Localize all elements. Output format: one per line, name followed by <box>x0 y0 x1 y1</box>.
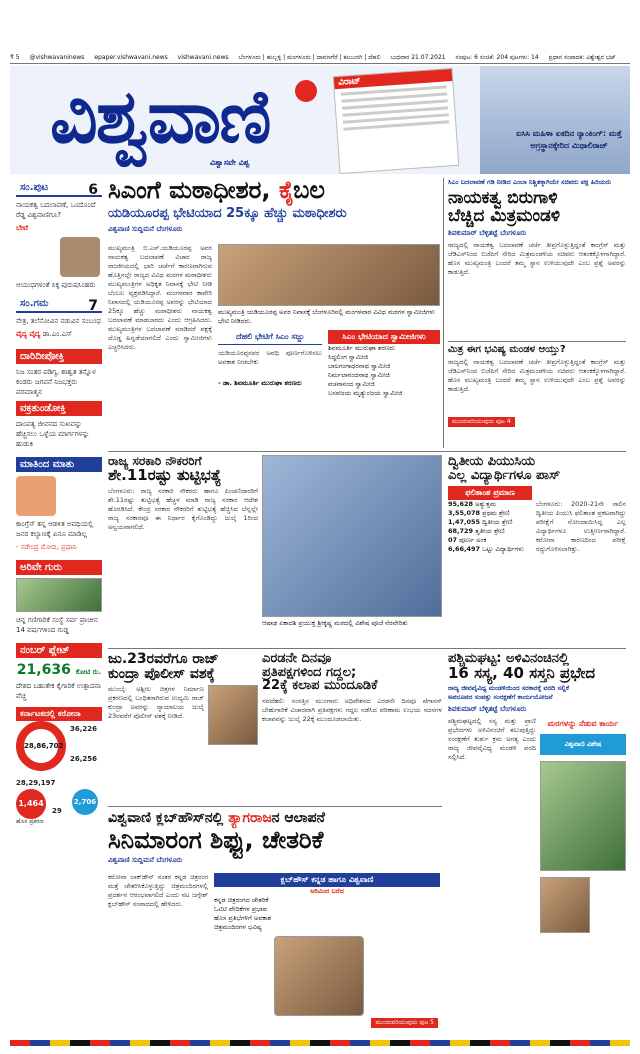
mutt-photo-story <box>262 455 442 645</box>
arive-head: ಅರಿವೇ ಗುರು <box>16 560 102 575</box>
sanputa-label: ಸಂ.ಪುಟ <box>20 182 49 193</box>
delhi-box <box>218 330 322 388</box>
sangama-number: 7 <box>88 298 98 314</box>
promo-caption: ಐಸಿಸಿ ಮಹಿಳಾ ಏಕದಿನ ರ‍್ಯಾಂಕಿಂಗ್: ಮತ್ತೆ ಅಗ್ರಸ್ಥಾನಕ್ಕೇರಿದ ಮಿಥಾಲಿರಾಜ್ <box>516 129 622 150</box>
corona-new-deaths: 2,706 <box>72 789 98 815</box>
da-story <box>108 455 258 645</box>
arive-text: ಚಿನ್ನ ಗಣಿಗಾರಿಕೆ ಸಂಸ್ಥೆ ಸರ್ವ ಪ್ರಾಚೀನ 14 ವರ್ಷಗಳಿಂದ ಗುಡ್ಡ <box>16 616 98 634</box>
parliament-headline-2[interactable]: ಪ್ರತಿಪಕ್ಷಗಳಿಂದ ಗದ್ದಲ; <box>262 664 357 680</box>
divider <box>108 451 626 452</box>
puc-result-row <box>448 545 532 554</box>
puc-result-label: ದ್ವಿತೀಯ ಶ್ರೇಣಿ <box>482 518 513 527</box>
twitter-handle[interactable]: @vishwavaninews <box>29 54 85 61</box>
ghats-side-head: ಮರಗಳನ್ನು ನೆಡುವ ಕಾರ್ಯ <box>547 719 619 729</box>
daridri-head: ದಾರಿದೀಪೋಕ್ತಿ <box>16 349 102 364</box>
issue-info: ಸಂಪುಟ: 6 ಸಂಚಿಕೆ: 204 ಪುಟಗಳು: 14 <box>455 54 539 61</box>
puc-result-head: ಫಲಿತಾಂಶ ಪ್ರಮಾಣ <box>448 486 532 500</box>
editor-credit: ಪ್ರಧಾನ ಸಂಪಾದಕ: ವಿಶ್ವೇಶ್ವರ ಭಟ್ <box>548 54 616 61</box>
corona-head: ಕರ್ನಾಟಕದಲ್ಲಿ ಕರೋನಾ <box>16 707 102 721</box>
puc-content <box>448 500 626 620</box>
left-column <box>16 176 102 1006</box>
lead-body: ಮುಖ್ಯಮಂತ್ರಿ ಬಿ.ಎಸ್.ಯಡಿಯೂರಪ್ಪ ಅವರ ನಾಯಕತ್ವ ಬದಲಾವಣೆ ವಿಚಾರ ರಾಜ್ಯ ರಾಜಕೀಯದಲ್ಲಿ ಭಾರಿ ಚರ್ಚೆಗೆ ಕಾರಣವಾಗಿರುವ ಹೊತ್ತಿನಲ್ಲೇ ರಾಜ್ಯದ ವಿವಿಧ ಮಠಗಳ ಮಠಾಧೀಶರು ಮುಖ್ಯಮಂತ್ರಿಗಳ ಅಧಿಕೃತ ನಿವಾಸಕ್ಕೆ ಭೇಟಿ ನೀಡಿ ಬೆಂಬಲ ವ್ಯಕ್ತಪಡಿಸಿದ್ದಾರೆ. ಮಂಗಳವಾರ ಕಾವೇರಿ ನಿವಾಸದಲ್ಲಿ ಯಡಿಯೂರಪ್ಪ ಅವರನ್ನು ಭೇಟಿಯಾದ 25ಕ್ಕೂ ಹೆಚ್ಚು ಮಠಾಧೀಶರು ನಾಯಕತ್ವ ಬದಲಾವಣೆ ಮಾಡಬಾರದು ಎಂದು ಆಗ್ರಹಿಸಿದರು. ಮುಖ್ಯಮಂತ್ರಿಗಳ ಬದಲಾವಣೆ ಮಾಡಿದರೆ ಪಕ್ಷಕ್ಕೆ ದೊಡ್ಡ ಹಿನ್ನಡೆಯಾಗಲಿದೆ ಎಂದು ಸ್ವಾಮೀಜಿಗಳು ಎಚ್ಚರಿಸಿದರು. <box>108 244 212 351</box>
ghats-photo <box>540 761 626 871</box>
delhi-box-author: - ಡಾ. ಶಿವಮೂರ್ತಿ ಮುರುಘಾ ಶರಣರು <box>218 379 302 387</box>
lead-byline: ವಿಶ್ವವಾಣಿ ಸುದ್ದಿಮನೆ ಬೆಂಗಳೂರು <box>108 224 183 233</box>
kundra-body: ಮುಂಬೈ: ಅಶ್ಲೀಲ ಚಿತ್ರಗಳ ನಿರ್ಮಾಣ ಪ್ರಕರಣದಲ್ಲಿ ಬಂಧಿತರಾಗಿರುವ ಉದ್ಯಮಿ ರಾಜ್ ಕುಂದ್ರಾ ಅವರನ್ನು ನ್ಯಾಯಾಲಯ ಜುಲೈ 23ರವರೆಗೆ ಪೊಲೀಸ್ ವಶಕ್ಕೆ ನೀಡಿದೆ. <box>108 685 204 721</box>
puc-story <box>448 455 626 645</box>
lead-photo <box>218 244 440 306</box>
puc-result-label: ಅತ್ಯುತ್ತಮ <box>475 500 497 509</box>
lead-headline-red: ಕೈ <box>278 176 294 204</box>
puc-result-label: ತೃತೀಯ ಶ್ರೇಣಿ <box>475 527 505 536</box>
mutt-photo-caption: ಆಷಾಢ ಏಕಾದಶಿ ಪ್ರಯುಕ್ತ ಶ್ರೀಕೃಷ್ಣ ಮಠದಲ್ಲಿ ವಿಶೇಷ ಪೂಜೆ ನೆರವೇರಿತು <box>262 619 408 627</box>
puc-body: ಬೆಂಗಳೂರು: 2020-21ನೇ ಸಾಲಿನ ದ್ವಿತೀಯ ಪಿಯುಸಿ ಫಲಿತಾಂಶ ಪ್ರಕಟವಾಗಿದ್ದು ಪರೀಕ್ಷೆಗೆ ನೋಂದಾಯಿಸಿದ್ದ ಎಲ್ಲ ವಿದ್ಯಾರ್ಥಿಗಳೂ ಉತ್ತೀರ್ಣರಾಗಿದ್ದಾರೆ. ಕರೋನಾ ಕಾರಣದಿಂದ ಪರೀಕ್ಷೆ ರದ್ದುಗೊಳಿಸಲಾಗಿತ್ತು. <box>536 500 626 554</box>
sangama-head <box>16 296 102 313</box>
da-body: ಬೆಂಗಳೂರು: ರಾಜ್ಯ ಸರಕಾರಿ ನೌಕರರು ಹಾಗೂ ಪಿಂಚಣಿದಾರರಿಗೆ ಶೇ.11ರಷ್ಟು ತುಟ್ಟಿಭತ್ಯೆ ಹೆಚ್ಚಳ ಮಾಡಿ ರಾಜ್ಯ ಸರಕಾರ ಆದೇಶ ಹೊರಡಿಸಿದೆ. ಕೇಂದ್ರ ಸರಕಾರ ನೌಕರರಿಗೆ ತುಟ್ಟಿಭತ್ಯೆ ಹೆಚ್ಚಿಸಿದ ಬೆನ್ನಲ್ಲೇ ರಾಜ್ಯ ಸರಕಾರವೂ ಈ ನಿರ್ಧಾರ ಕೈಗೊಂಡಿದ್ದು ಜುಲೈ 1ರಿಂದ ಅನ್ವಯವಾಗಲಿದೆ. <box>108 487 258 532</box>
epaper-link[interactable]: epaper.vishwavani.news <box>94 54 168 61</box>
ghats-kicker-2: ಅಪರೂಪದ ಸಂಪತ್ತು ಸಂರಕ್ಷಣೆಗೆ ಕಾರ್ಯಯೋಜನೆ <box>448 693 553 702</box>
logo-dot-icon <box>295 80 317 102</box>
lead-headline-part: ಸಿಎಂಗೆ ಮಠಾಧೀಶರ, <box>108 176 279 204</box>
clubhouse-headline-1[interactable] <box>108 811 442 826</box>
kundra-photo <box>208 685 258 745</box>
clubhouse-box <box>214 873 440 1016</box>
mitramandali-byline: ಶಿವಕುಮಾರ್ ಬೆಳ್ಳಿತಟ್ಟೆ ಬೆಂಗಳೂರು <box>448 228 527 237</box>
issue-date: ಬುಧವಾರ 21.07.2021 <box>390 54 446 61</box>
kundra-headline-2[interactable]: ಕುಂದ್ರಾ ಪೊಲೀಸ್ ವಶಕ್ಕೆ <box>108 665 215 682</box>
top-info-bar <box>10 52 630 64</box>
divider <box>108 648 626 649</box>
puc-result-value: 95,628 <box>448 500 474 509</box>
corona-new-cases-label: ಹೊಸ ಪ್ರಕರಣ <box>16 818 44 825</box>
puc-headline-1[interactable]: ದ್ವಿತೀಯ ಪಿಯುಸಿಯ <box>448 454 536 469</box>
puc-result-row <box>448 509 532 518</box>
clubhouse-photo <box>274 936 364 1016</box>
swamiji-item: ಬಾಲಗಂಗಾಧರನಾಥ ಸ್ವಾಮೀಜಿ <box>328 362 391 370</box>
clubhouse-headline-part: ವಿಶ್ವವಾಣಿ ಕ್ಲಬ್‌ಹೌಸ್‌ನಲ್ಲಿ <box>108 810 229 826</box>
number-plate-text: ದೇಶದ ಬಹುತೇಕ ಕೈಗಾರಿಕೆ ಉತ್ಪಾದನಾ ವೆಚ್ಚ <box>16 682 101 700</box>
ghats-content <box>448 717 626 1007</box>
puc-result-value: 07 <box>448 536 458 545</box>
swamiji-box <box>328 330 440 398</box>
clubhouse-headline-red: ತ್ಯಾಗರಾಜ <box>228 810 272 826</box>
color-registration-strip <box>10 1040 630 1046</box>
sangama-label: ಸಂ.ಗಮ <box>20 298 49 309</box>
puc-result-value: 6,66,497 <box>448 545 481 554</box>
ghats-side-label: ವಿಶ್ವವಾಣಿ ವಿಶೇಷ <box>540 734 626 755</box>
mitramandali-kicker: ಸಿಎಂ ಬದಲಾವಣೆ ಗಡಿ ನೀಡಿದ ಎಂಬಾ ನಿಶ್ಚಿತಕ್ಕಾಗಿಯೇ ಸಚಿವರು ಪಕ್ಷ ಹಿರಿಯರು <box>448 178 612 186</box>
parliament-story <box>262 652 442 802</box>
puc-result-table <box>448 500 532 620</box>
bete-text: ಆಯುಧಗಳಂತೆ ಸಿಕ್ಕ ಪುರುಷಸಿಂಹರು <box>16 281 96 289</box>
sanputa-head <box>16 180 102 197</box>
lead-photo-caption: ಮುಖ್ಯಮಂತ್ರಿ ಯಡಿಯೂರಪ್ಪ ಅವರ ನಿವಾಸಕ್ಕೆ ಬೆಂಗಳೂರಿನಲ್ಲಿ ಮಂಗಳವಾರ ವಿವಿಧ ಮಠಗಳ ಸ್ವಾಮೀಜಿಗಳು ಭೇಟಿ ನೀಡಿದರು. <box>218 308 436 325</box>
promo-photo[interactable] <box>480 66 630 174</box>
swamiji-item: ವಚನಾನಂದ ಸ್ವಾಮೀಜಿ <box>328 380 375 388</box>
number-value: 21,636 <box>16 662 71 678</box>
da-headline-1[interactable]: ರಾಜ್ಯ ಸರಕಾರಿ ನೌಕರರಿಗೆ <box>108 454 202 468</box>
number-plate-head: ನಂಬರ್ ಪ್ಲೇಟ್ <box>16 643 102 658</box>
mitramandali-body-2: ರಾಜ್ಯದಲ್ಲಿ ನಾಯಕತ್ವ ಬದಲಾವಣೆ ಚರ್ಚೆ ತೀವ್ರಗೊಳ್ಳುತ್ತಿದ್ದಂತೆ ಕಾಂಗ್ರೆಸ್ ಮತ್ತು ಜೆಡಿಎಸ್‌ನಿಂದ ಬಿಜೆಪಿಗೆ ಸೇರಿದ ಮಿತ್ರಮಂಡಳಿಯ ಸಚಿವರು ಆತಂಕಕ್ಕೊಳಗಾಗಿದ್ದಾರೆ. ಹೊಸ ಮುಖ್ಯಮಂತ್ರಿ ಬಂದರೆ ತಮ್ಮ ಸ್ಥಾನ ಉಳಿಯುವುದೇ ಎಂಬ ಪ್ರಶ್ನೆ ಅವರನ್ನು ಕಾಡುತ್ತಿದೆ. <box>448 358 626 394</box>
kundra-story <box>108 652 258 802</box>
clubhouse-point: ಕನ್ನಡ ಚಿತ್ರರಂಗದ ಚೇತರಿಕೆ <box>214 896 269 904</box>
corona-recovered: 28,29,197 <box>16 779 56 787</box>
sanputa-text[interactable]: ನಾಯಕತ್ವ ಬದಲಾವಣೆ, ಒಂದೊಂದೆ ರೆಡ್ಡ ವಿಶ್ವವಾಣಿಗೂ? <box>16 201 96 219</box>
ghats-headline-2[interactable]: 16 ಸಸ್ಯ, 40 ಸಸ್ತನಿ ಪ್ರಭೇದ <box>448 663 596 682</box>
bete-label <box>16 223 102 233</box>
swamiji-item: ಶಿವಮೂರ್ತಿ ಮುರುಘಾ ಶರಣರು <box>328 344 396 352</box>
number-plate-value <box>16 662 102 678</box>
clubhouse-headline-part: ನ ಆಲಾಪನೆ <box>271 810 325 826</box>
puc-result-value: 68,729 <box>448 527 474 536</box>
puc-result-label: ಒಟ್ಟು ವಿದ್ಯಾರ್ಥಿಗಳು <box>482 545 524 554</box>
vakrata-head: ವಕ್ರತುಂಡೋಕ್ತಿ <box>16 401 102 416</box>
lead-headline[interactable] <box>108 178 439 203</box>
avatar <box>60 237 100 277</box>
clubhouse-headline-2[interactable]: ಸಿನಿಮಾರಂಗ ಶಿಫ್ಟು, ಚೇತರಿಕೆ <box>108 825 324 854</box>
mitramandali-continued[interactable]: ಮುಂದುವರಿಯುವುದು ಪುಟ 4 <box>448 417 515 427</box>
puc-result-row <box>448 518 532 527</box>
lead-headline-part: ಬಲ <box>293 176 325 204</box>
editions: ಬೆಂಗಳೂರು | ಹುಬ್ಬಳ್ಳಿ | ಮಂಗಳೂರು | ದಾವಣಗೆರೆ | ಕಲಬುರಗಿ | ದೆಹಲಿ <box>238 54 381 61</box>
mathu-text: ಕಾಂಗ್ರೆಸ್ ತನ್ನ ಆಡಳಿತ ಅವಧಿಯಲ್ಲಿ ಜನರ ಕಲ್ಯಾಣಕ್ಕೆ ಏನೂ ಮಾಡಿಲ್ಲ <box>16 520 94 538</box>
corona-active: 36,226 <box>70 725 98 733</box>
ghats-sidebar <box>540 717 626 1007</box>
price: ₹ 5 <box>10 54 20 61</box>
delhi-box-quote: ಯಡಿಯೂರಪ್ಪನವರ ಅವಧಿ ಪೂರ್ಣಗೊಳಿಸಲು ಅವಕಾಶ ನೀಡಬೇಕು <box>218 349 322 366</box>
vaidya-title: ವೈದ್ಯ ವೈದ್ಯ <box>16 330 41 338</box>
puc-result-label: ಪೂರ್ಣ ಅಂಕ <box>459 536 487 545</box>
vaidya-label <box>16 329 102 339</box>
newspaper-logo: ವಿಶ್ವವಾಣಿ <box>50 74 270 160</box>
number-unit: ಕೋಟಿ ರು. <box>75 668 102 676</box>
vaidya-sub: ಡಾ.ಎಂ.ಎಸ್ <box>42 330 73 338</box>
sangama-text[interactable]: ನೇತ್ರ, ತಲೆನೋವಿನ ನಡುವಿನ ಸಂಬಂಧ <box>16 317 101 325</box>
mathu-head: ಮಾತಿಂದ ಮಾತು <box>16 457 102 472</box>
puc-result-row <box>448 500 532 509</box>
mitramandali-headline-2[interactable]: ಬೆಚ್ಚಿದ ಮಿತ್ರಮಂಡಳಿ <box>448 205 561 226</box>
delhi-box-head: ದೆಹಲಿ ಭೇಟಿಗೆ ಸಿಎಂ ಸಜ್ಜು <box>218 330 322 345</box>
ghats-person-photo <box>540 877 590 933</box>
clubhouse-byline: ವಿಶ್ವವಾಣಿ ಸುದ್ದಿಮನೆ ಬೆಂಗಳೂರು <box>108 855 183 864</box>
mitramandali-question[interactable]: ಮಿತ್ರ ಈಗ ಭವಿಷ್ಯ ಮಂಡಳ ಆಯ್ತು? <box>448 341 626 356</box>
avatar <box>16 476 56 516</box>
masthead <box>10 66 630 174</box>
tagline: ವಿಶ್ವಾಸವೇ ವಿಶ್ವ <box>210 158 250 167</box>
clubhouse-story <box>108 806 442 1032</box>
mitramandali-body: ರಾಜ್ಯದಲ್ಲಿ ನಾಯಕತ್ವ ಬದಲಾವಣೆ ಚರ್ಚೆ ತೀವ್ರಗೊಳ್ಳುತ್ತಿದ್ದಂತೆ ಕಾಂಗ್ರೆಸ್ ಮತ್ತು ಜೆಡಿಎಸ್‌ನಿಂದ ಬಿಜೆಪಿಗೆ ಸೇರಿದ ಮಿತ್ರಮಂಡಳಿಯ ಸಚಿವರು ಆತಂಕಕ್ಕೊಳಗಾಗಿದ್ದಾರೆ. ಹೊಸ ಮುಖ್ಯಮಂತ್ರಿ ಬಂದರೆ ತಮ್ಮ ಸ್ಥಾನ ಉಳಿಯುವುದೇ ಎಂಬ ಪ್ರಶ್ನೆ ಅವರನ್ನು ಕಾಡುತ್ತಿದೆ. <box>448 240 626 276</box>
mitramandali-story <box>448 178 626 448</box>
da-headline-2[interactable]: ಶೇ.11ರಷ್ಟು ತುಟ್ಟಿಭತ್ಯೆ <box>108 465 222 484</box>
sanputa-number: 6 <box>88 182 98 198</box>
ghats-kicker-1: ರಾಜ್ಯ ಜೀವವೈವಿಧ್ಯ ಮಂಡಳಿಯಿಂದ ಸರಕಾರಕ್ಕೆ ವರದಿ ಸಲ್ಲಿಕೆ <box>448 684 570 693</box>
promo-paper-thumbnail[interactable] <box>333 68 460 174</box>
clubhouse-point: ಚಿತ್ರಮಂದಿರಗಳ ಭವಿಷ್ಯ <box>214 923 262 931</box>
clubhouse-box-head: ಕ್ಲಬ್‌ಹೌಸ್ ಕನ್ನಡ ಹಾಗೂ ವಿಶ್ವವಾಣಿ <box>214 873 440 887</box>
swamiji-item: ನಿರ್ಮಲಾನಂದನಾಥ ಸ್ವಾಮೀಜಿ <box>328 371 390 379</box>
bete-title: ಬೇಟೆ <box>16 224 28 232</box>
corona-stats <box>16 721 102 825</box>
puc-headline-2[interactable]: ಎಲ್ಲ ವಿದ್ಯಾರ್ಥಿಗಳೂ ಪಾಸ್ <box>448 467 561 483</box>
clubhouse-body: ಕರೋನಾ ಲಾಕ್‌ಡೌನ್ ನಂತರ ಕನ್ನಡ ಚಿತ್ರರಂಗ ಮತ್ತೆ ಚೇತರಿಸಿಕೊಳ್ಳುತ್ತಿದ್ದು ಚಿತ್ರಮಂದಿರಗಳಲ್ಲಿ ಪ್ರದರ್ಶನ ಆರಂಭವಾಗಲಿದೆ ಎಂದು ನಟ ಜಗ್ಗೇಶ್ ಕ್ಲಬ್‌ಹೌಸ್ ಸಂವಾದದಲ್ಲಿ ಹೇಳಿದರು. <box>108 873 208 908</box>
mutt-photo <box>262 455 442 617</box>
clubhouse-continued[interactable]: ಮುಂದುವರಿಯುವುದು ಪುಟ 5 <box>371 1018 438 1028</box>
ghats-headline-1[interactable]: ಪಶ್ಚಿಮಘಟ್ಟ: ಅಳಿವಿನಂಚಿನಲ್ಲಿ <box>448 651 569 666</box>
puc-result-label: ಪ್ರಥಮ ಶ್ರೇಣಿ <box>482 509 510 518</box>
clubhouse-box-head-2: ಅರಿವಿಂದ ಬರೆದ <box>310 887 344 895</box>
corona-total-donut: 28,86,702 <box>16 721 66 771</box>
puc-result-value: 1,47,055 <box>448 518 481 527</box>
parliament-body: ನವದೆಹಲಿ: ಸಂಸತ್ತಿನ ಮುಂಗಾರು ಅಧಿವೇಶನದ ಎರಡನೇ ದಿನವೂ ಪೆಗಾಸಸ್ ಬೇಹುಗಾರಿಕೆ ವಿಚಾರವಾಗಿ ಪ್ರತಿಪಕ್ಷಗಳು ಗದ್ದಲ ನಡೆಸಿದ ಪರಿಣಾಮ ಉಭಯ ಸದನಗಳ ಕಲಾಪವನ್ನು ಜುಲೈ 22ಕ್ಕೆ ಮುಂದೂಡಲಾಯಿತು. <box>262 696 442 723</box>
ghats-byline: ಶಿವಕುಮಾರ್ ಬೆಳ್ಳಿತಟ್ಟೆ ಬೆಂಗಳೂರು <box>448 705 527 714</box>
lead-story <box>108 178 444 448</box>
daridri-text: ನಿಜ ಸಂತರ ಪಡಿಗ್ಯ, ಶಾಶ್ವತ ತನ್ನೊಳ ಕಂಡರು ಜಗವನೆ ನಿಜಭಕ್ತರು ಪರಮಾತ್ಮನ <box>16 368 96 396</box>
corona-new-cases: 1,464 <box>16 789 46 819</box>
vakrata-text: ದಾಂಪತ್ಯ ಜೀವನದ ಸುಖವನ್ನು ಹೆಚ್ಚಿಸಲು ಒಳ್ಳೆಯ ಮಾರ್ಗಗಳನ್ನು ಹುಡುಕಿ <box>16 420 90 448</box>
puc-result-value: 3,55,078 <box>448 509 481 518</box>
parliament-headline-3[interactable]: 22ಕ್ಕೆ ಕಲಾಪ ಮುಂದೂಡಿಕೆ <box>262 678 378 694</box>
kundra-headline-1[interactable]: ಜು.23ರವರೆಗೂ ರಾಜ್ <box>108 651 219 667</box>
mathu-author: - ನರೇಂದ್ರ ಮೋದಿ, ಪ್ರಧಾನಿ <box>16 543 77 551</box>
swamiji-box-head: ಸಿಎಂ ಭೇಟಿಯಾದ ಸ್ವಾಮೀಜಿಗಳು <box>328 330 440 344</box>
puc-result-row <box>448 536 532 545</box>
ghats-body: ಪಶ್ಚಿಮಘಟ್ಟದಲ್ಲಿ ಸಸ್ಯ ಮತ್ತು ಪ್ರಾಣಿ ಪ್ರಭೇದಗಳು ಅಳಿವಿನಂಚಿಗೆ ತಲುಪುತ್ತಿದ್ದು ಸಂರಕ್ಷಣೆಗೆ ತುರ್ತು ಕ್ರಮ ಅಗತ್ಯ ಎಂದು ರಾಜ್ಯ ಜೀವವೈವಿಧ್ಯ ಮಂಡಳಿ ವರದಿ ಸಲ್ಲಿಸಿದೆ. <box>448 717 536 762</box>
swamiji-item: ಸಿದ್ಧಲಿಂಗ ಸ್ವಾಮೀಜಿ <box>328 353 369 361</box>
promo-paper-title: ವಿರಾಟ್ <box>334 69 453 89</box>
page-number: 29 <box>52 807 62 815</box>
arive-photo <box>16 578 102 612</box>
swamiji-item: ಬಸವಜಯ ಮೃತ್ಯುಂಜಯ ಸ್ವಾಮೀಜಿ <box>328 389 403 397</box>
website-link[interactable]: vishwavani.news <box>177 54 229 61</box>
clubhouse-point: ಓಟಿಟಿ ವೇದಿಕೆಗಳ ಪ್ರಭಾವ <box>214 905 268 913</box>
parliament-headline-1[interactable]: ಎರಡನೇ ದಿನವೂ <box>262 651 332 666</box>
lead-subhead: ಯಡಿಯೂರಪ್ಪ ಭೇಟಿಯಾದ 25ಕ್ಕೂ ಹೆಚ್ಚು ಮಠಾಧೀಶರು <box>108 206 347 222</box>
western-ghats-story <box>448 652 626 1032</box>
clubhouse-point: ಹೊಸ ಪ್ರತಿಭೆಗಳಿಗೆ ಅವಕಾಶ <box>214 914 272 922</box>
puc-result-row <box>448 527 532 536</box>
corona-deaths: 26,256 <box>70 755 98 763</box>
mitramandali-headline-1[interactable]: ನಾಯಕತ್ವ ಬಿರುಗಾಳಿ <box>448 188 558 208</box>
